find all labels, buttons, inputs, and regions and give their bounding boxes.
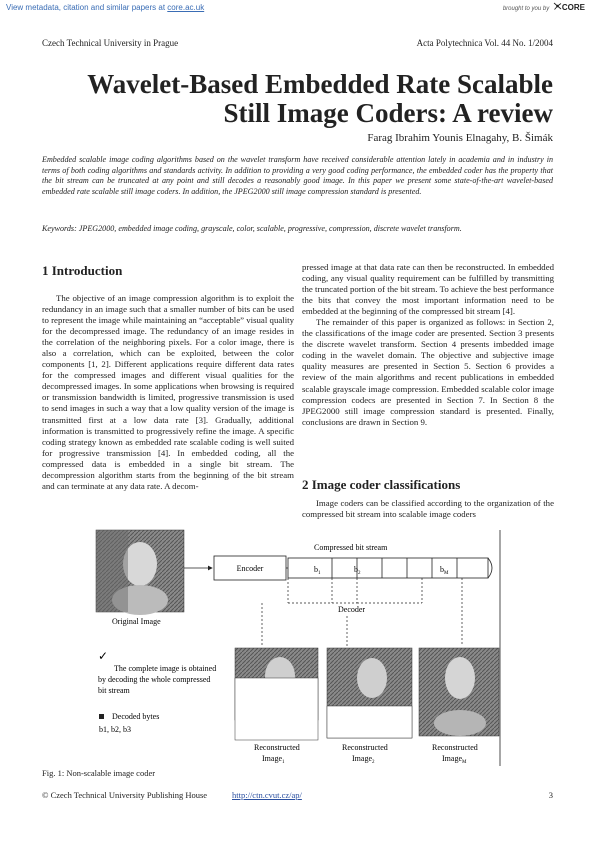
core-banner bbox=[0, 0, 595, 16]
title-line-2: Still Image Coders: A review bbox=[223, 98, 553, 128]
keywords: Keywords: JPEG2000, embedded image coding, grayscale, color, scalable, progressive, compression, discrete wavelet transform. bbox=[42, 224, 462, 233]
encoder-label: Encoder bbox=[236, 564, 264, 573]
recon-label-3: Reconstructed bbox=[432, 743, 478, 752]
core-metadata-link[interactable] bbox=[6, 3, 204, 12]
column-right bbox=[302, 262, 554, 428]
abstract: Embedded scalable image coding algorithms based on the wavelet transform have received considerable attention lately in academia and in industry in terms of both coding algorithms and standards activity. In addition to providing a very good coding performance, the embedded coder has the property that the bit stream can be truncated at any point and still decodes a reasonably good image. In this paper we present some state-of-the-art wavelet-based embedded rate scalable still image coders. In addition, the JPEG2000 still image compression standard is presented. bbox=[42, 155, 553, 196]
core-logo-icon bbox=[553, 2, 562, 10]
bit-bM: $b_M$ bbox=[440, 565, 449, 576]
core-logo: CORE bbox=[553, 3, 585, 12]
recon-image-3-label: Image$_M$ bbox=[442, 754, 467, 765]
running-header-left: Czech Technical University in Prague bbox=[42, 38, 179, 48]
footer-url-link[interactable]: http://ctn.cvut.cz/ap/ bbox=[232, 790, 302, 800]
core-branding[interactable] bbox=[503, 2, 585, 12]
page-number: 3 bbox=[548, 790, 553, 800]
legend-1-line-1: The complete image is obtained bbox=[114, 664, 217, 673]
paper-title bbox=[33, 70, 553, 128]
legend-2-line-2: b1, b2, b3 bbox=[99, 725, 131, 734]
legend-2-line-1: Decoded bytes bbox=[112, 712, 160, 721]
column-right-section-2 bbox=[302, 498, 554, 520]
bit-b1: $b_1$ bbox=[314, 565, 321, 576]
compressed-stream-label: Compressed bit stream bbox=[314, 543, 388, 552]
section-2-heading: 2 Image coder classifications bbox=[302, 477, 461, 492]
legend-1-line-3: bit stream bbox=[98, 686, 130, 695]
recon-image-1-label: Image$_1$ bbox=[262, 754, 285, 765]
core-prefix-text: View metadata, citation and similar papers at bbox=[6, 3, 168, 12]
section-2-paragraph-1: Image coders can be classified according to the organization of the compressed bit stream into scalable image coders bbox=[302, 498, 554, 520]
figure-1-diagram bbox=[42, 528, 553, 768]
original-image-photo bbox=[96, 530, 184, 615]
intro-paragraph-2: The remainder of this paper is organized as follows: in Section 2, the classifications of the image coder are presented. Section 3 presents the discrete wavelet transform. Section 4 presents imbedded image coding in the wavelet domain. The objective and subjective image quality measures are presented in Section 5. Section 6 provides a review of the main algorithms and recent publications in embedded scalable grayscale image compression. Embedded scalable color image compression codecs are presented in Section 7. In Section 8 the JPEG2000 still image compression standard is presented. Finally, conclusions are drawn in Section 9. bbox=[302, 317, 554, 427]
intro-paragraph-1: The objective of an image compression algorithm is to exploit the redundancy in an image such that a smaller number of bits can be used to represent the image while maintaining an “acceptable” visual quality for the decompressed image. The redundancy of an image resides in the correlation of the neighboring pixels. For a color image, there is also a correlation, which can be exploited, between the color components [1, 2]. Different applications require different data rates for the compressed images and different visual qualities for the decompressed images. In some applications when browsing is required or transmission bandwidth is limited, progressive transmission is used to send images in such a way that a low quality version of the image is transmitted first at a low data rate [3]. Gradually, additional information is transmitted to progressively refine the image. A specific coding strategy known as embedded rate scalable coding is well suited for progressive transmission [4]. In embedded coding, all the compressed data is embedded in a single bit stream. The decompression algorithm starts from the beginning of the bit stream and can terminate at any data rate. A decom- bbox=[42, 293, 294, 491]
recon-label-1: Reconstructed bbox=[254, 743, 300, 752]
check-icon: ✓ bbox=[98, 649, 109, 663]
intro-paragraph-continued: pressed image at that data rate can then be reconstructed. In embedded coding, any visual quality requirement can be fulfilled by transmitting the truncated portion of the bit stream. To achieve the best performance the bits that convey the most important information need to be embedded at the beginning of the compressed bit stream [4]. bbox=[302, 262, 554, 317]
reconstructed-image-1 bbox=[235, 648, 318, 740]
original-image-label: Original Image bbox=[112, 617, 161, 626]
title-line-1: Wavelet-Based Embedded Rate Scalable bbox=[87, 69, 553, 99]
footer-publisher: © Czech Technical University Publishing House bbox=[42, 790, 208, 800]
recon-label-2: Reconstructed bbox=[342, 743, 388, 752]
running-header-right: Acta Polytechnica Vol. 44 No. 1/2004 bbox=[416, 38, 553, 48]
reconstructed-image-3 bbox=[419, 648, 499, 736]
authors: Farag Ibrahim Younis Elnagahy, B. Šimák bbox=[367, 132, 553, 144]
recon-image-2-label: Image$_2$ bbox=[352, 754, 375, 765]
reconstructed-image-2 bbox=[327, 648, 412, 738]
column-left bbox=[42, 293, 294, 492]
figure-caption: Fig. 1: Non-scalable image coder bbox=[42, 768, 156, 778]
section-1-heading: 1 Introduction bbox=[42, 263, 123, 278]
core-link[interactable]: core.ac.uk bbox=[167, 3, 205, 12]
brought-by-text: brought to you by bbox=[502, 6, 550, 12]
decoder-label: Decoder bbox=[338, 605, 366, 614]
bit-b2: $b_2$ bbox=[354, 565, 361, 576]
legend-1-line-2: by decoding the whole compressed bbox=[98, 675, 211, 684]
legend-square-icon bbox=[99, 714, 104, 719]
